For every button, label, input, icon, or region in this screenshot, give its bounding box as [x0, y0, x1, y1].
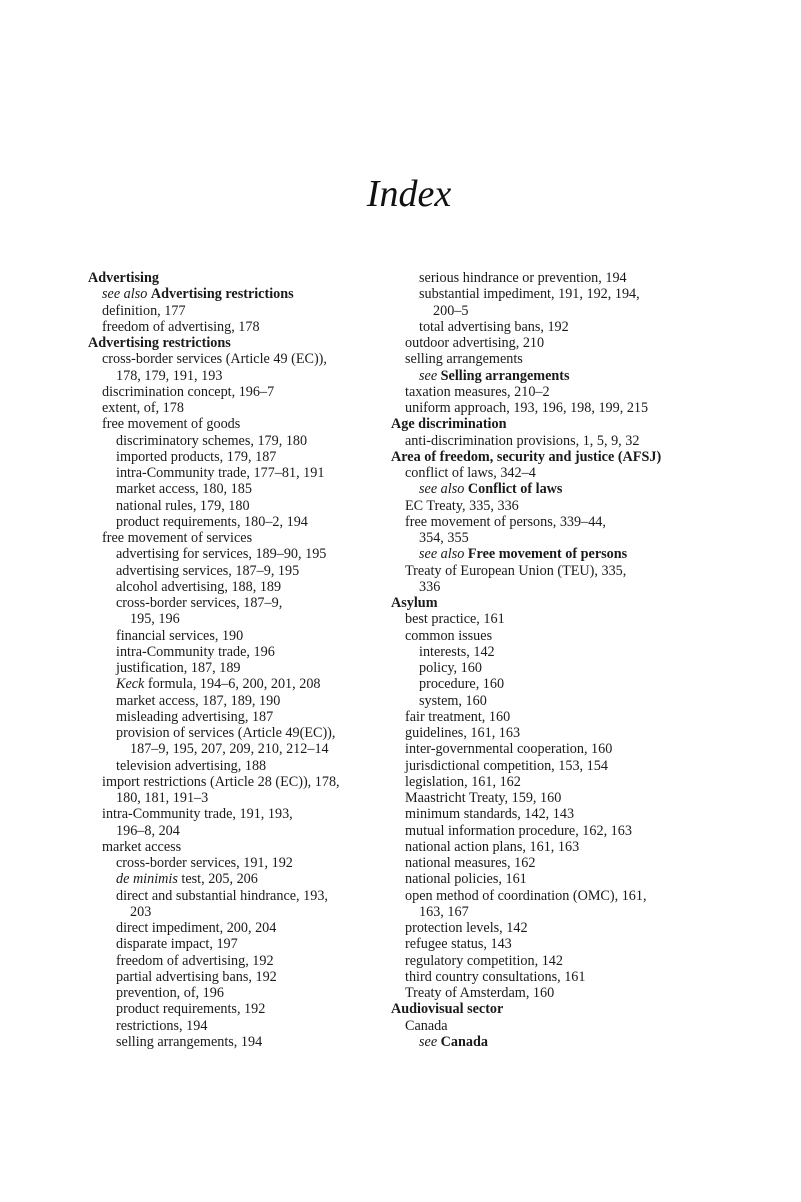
entry-text: policy, 160: [419, 660, 482, 676]
index-entry: [88, 741, 378, 757]
entry-text: direct and substantial hindrance, 193,: [116, 887, 328, 904]
entry-text: EC Treaty, 335, 336: [405, 497, 519, 514]
index-entry: [88, 676, 378, 692]
index-heading: [88, 270, 378, 286]
entry-text: Maastricht Treaty, 159, 160: [405, 790, 562, 806]
entry-text: protection levels, 142: [405, 920, 528, 936]
entry-italic-text: Keck: [116, 676, 145, 693]
entry-italic-text: see: [419, 367, 438, 384]
entry-text: 178, 179, 191, 193: [116, 367, 223, 384]
index-entry: [88, 546, 378, 562]
index-entry: [88, 1034, 378, 1050]
entry-text: alcohol advertising, 188, 189: [116, 578, 282, 595]
entry-text: open method of coordination (OMC), 161,: [405, 887, 647, 904]
entry-text: total advertising bans, 192: [419, 318, 569, 335]
entry-text: 200–5: [433, 302, 469, 319]
entry-text: selling arrangements, 194: [116, 1033, 263, 1050]
index-heading: [88, 335, 378, 351]
index-entry: [391, 579, 711, 595]
entry-text: television advertising, 188: [116, 757, 267, 774]
index-entry: [391, 546, 711, 562]
index-entry: [88, 319, 378, 335]
page-title: Index: [366, 173, 452, 215]
entry-text: discriminatory schemes, 179, 180: [116, 432, 308, 449]
index-entry: [391, 335, 711, 351]
index-entry: [391, 725, 711, 741]
entry-italic-text: see also: [102, 286, 148, 303]
index-entry: [391, 644, 711, 660]
index-entry: [391, 1018, 711, 1034]
index-entry: [88, 644, 378, 660]
entry-italic-text: de minimis: [116, 871, 178, 888]
index-entry: [88, 725, 378, 741]
index-entry: [391, 953, 711, 969]
entry-text: Canada: [405, 1017, 448, 1034]
index-entry: [88, 953, 378, 969]
index-entry: [88, 563, 378, 579]
entry-text: extent, of, 178: [102, 400, 184, 416]
entry-text: product requirements, 180–2, 194: [116, 513, 308, 530]
entry-bold-text: Age discrimination: [391, 416, 507, 433]
entry-text: taxation measures, 210–2: [405, 383, 550, 400]
entry-bold-text: Audiovisual sector: [391, 1001, 504, 1018]
entry-text: guidelines, 161, 163: [405, 725, 521, 741]
index-entry: [88, 611, 378, 627]
index-entry: [391, 985, 711, 1001]
index-entry: [391, 936, 711, 952]
entry-text: 196–8, 204: [116, 822, 180, 839]
entry-text: national action plans, 161, 163: [405, 838, 580, 855]
index-entry: [391, 368, 711, 384]
entry-text: third country consultations, 161: [405, 968, 586, 985]
entry-text: import restrictions (Article 28 (EC)), 178,: [102, 773, 340, 790]
entry-text: discrimination concept, 196–7: [102, 383, 275, 400]
entry-text: free movement of services: [102, 530, 253, 546]
index-heading: [391, 595, 711, 611]
entry-bold-text: Canada: [440, 1033, 488, 1050]
entry-text: selling arrangements: [405, 351, 523, 368]
entry-text: common issues: [405, 627, 493, 644]
entry-text: partial advertising bans, 192: [116, 968, 277, 985]
entry-bold-text: Advertising: [88, 270, 159, 286]
index-entry: [88, 481, 378, 497]
index-entry: [88, 969, 378, 985]
index-entry: [391, 741, 711, 757]
index-entry: [88, 693, 378, 709]
index-entry: [391, 319, 711, 335]
index-heading: [391, 416, 711, 432]
index-entry: [391, 693, 711, 709]
entry-text: test, 205, 206: [177, 871, 258, 888]
entry-text: 354, 355: [419, 530, 469, 546]
entry-text: 180, 181, 191–3: [116, 790, 209, 806]
entry-text: restrictions, 194: [116, 1017, 208, 1034]
entry-text: best practice, 161: [405, 611, 505, 628]
entry-text: market access, 187, 189, 190: [116, 692, 281, 709]
entry-text: system, 160: [419, 692, 487, 709]
index-entry: [88, 433, 378, 449]
index-entry: [391, 563, 711, 579]
index-entry: [88, 839, 378, 855]
entry-text: product requirements, 192: [116, 1001, 266, 1018]
index-entry: [88, 530, 378, 546]
entry-text: mutual information procedure, 162, 163: [405, 822, 632, 839]
index-entry: [391, 774, 711, 790]
index-entry: [391, 920, 711, 936]
entry-bold-text: Asylum: [391, 595, 438, 611]
entry-text: inter-governmental cooperation, 160: [405, 741, 613, 758]
index-entry: [88, 855, 378, 871]
entry-text: substantial impediment, 191, 192, 194,: [419, 286, 640, 303]
entry-text: cross-border services, 191, 192: [116, 855, 293, 871]
index-entry: [391, 709, 711, 725]
index-entry: [88, 400, 378, 416]
entry-text: jurisdictional competition, 153, 154: [405, 757, 608, 774]
entry-text: provision of services (Article 49(EC)),: [116, 725, 336, 741]
entry-text: market access, 180, 185: [116, 481, 252, 498]
index-entry: [88, 790, 378, 806]
entry-text: financial services, 190: [116, 627, 244, 644]
entry-text: advertising services, 187–9, 195: [116, 562, 300, 579]
index-entry: [391, 1034, 711, 1050]
entry-text: formula, 194–6, 200, 201, 208: [144, 676, 321, 693]
index-entry: [88, 823, 378, 839]
index-entry: [391, 465, 711, 481]
index-entry: [88, 595, 378, 611]
entry-text: 336: [419, 578, 441, 595]
index-entry: [88, 514, 378, 530]
entry-text: intra-Community trade, 191, 193,: [102, 806, 293, 823]
entry-italic-text: see also: [419, 481, 465, 498]
index-entry: [88, 936, 378, 952]
index-entry: [391, 871, 711, 887]
index-entry: [88, 579, 378, 595]
entry-text: Treaty of Amsterdam, 160: [405, 985, 555, 1001]
index-entry: [88, 303, 378, 319]
index-entry: [88, 871, 378, 887]
entry-text: 203: [130, 903, 152, 920]
index-entry: [391, 611, 711, 627]
index-entry: [88, 465, 378, 481]
entry-text: intra-Community trade, 177–81, 191: [116, 465, 325, 481]
entry-text: serious hindrance or prevention, 194: [419, 270, 627, 286]
entry-text: market access: [102, 838, 182, 855]
entry-text: definition, 177: [102, 302, 186, 319]
index-entry: [391, 514, 711, 530]
index-entry: [391, 351, 711, 367]
entry-italic-text: see also: [419, 546, 465, 563]
index-entry: [391, 286, 711, 302]
index-entry: [391, 384, 711, 400]
index-entry: [88, 888, 378, 904]
entry-bold-text: Advertising restrictions: [150, 286, 294, 303]
index-entry: [391, 758, 711, 774]
index-entry: [88, 1001, 378, 1017]
entry-bold-text: Area of freedom, security and justice (AFSJ): [391, 448, 662, 465]
entry-text: outdoor advertising, 210: [405, 335, 545, 351]
entry-text: conflict of laws, 342–4: [405, 465, 536, 481]
index-column-right: [391, 270, 711, 1050]
index-entry: [88, 904, 378, 920]
entry-text: minimum standards, 142, 143: [405, 806, 575, 823]
index-entry: [88, 368, 378, 384]
entry-text: justification, 187, 189: [116, 660, 241, 676]
index-entry: [391, 904, 711, 920]
index-entry: [391, 433, 711, 449]
index-entry: [391, 530, 711, 546]
entry-bold-text: Advertising restrictions: [88, 335, 231, 351]
index-heading: [391, 449, 711, 465]
entry-text: interests, 142: [419, 643, 495, 660]
entry-bold-text: Free movement of persons: [467, 546, 628, 563]
index-entry: [391, 660, 711, 676]
index-heading: [391, 1001, 711, 1017]
index-entry: [391, 823, 711, 839]
entry-text: uniform approach, 193, 196, 198, 199, 215: [405, 400, 649, 416]
index-entry: [88, 351, 378, 367]
index-entry: [88, 920, 378, 936]
entry-italic-text: see: [419, 1033, 438, 1050]
index-entry: [88, 774, 378, 790]
entry-text: direct impediment, 200, 204: [116, 920, 277, 936]
index-entry: [391, 400, 711, 416]
entry-text: prevention, of, 196: [116, 985, 224, 1001]
index-entry: [88, 416, 378, 432]
index-entry: [88, 660, 378, 676]
entry-text: anti-discrimination provisions, 1, 5, 9, 32: [405, 432, 640, 449]
index-entry: [391, 806, 711, 822]
entry-text: national rules, 179, 180: [116, 497, 250, 514]
index-entry: [88, 985, 378, 1001]
entry-text: 187–9, 195, 207, 209, 210, 212–14: [130, 741, 329, 758]
index-entry: [88, 1018, 378, 1034]
entry-text: refugee status, 143: [405, 936, 512, 953]
entry-text: national policies, 161: [405, 871, 527, 888]
index-entry: [88, 806, 378, 822]
entry-text: disparate impact, 197: [116, 936, 238, 953]
entry-text: misleading advertising, 187: [116, 708, 274, 725]
entry-text: legislation, 161, 162: [405, 773, 521, 790]
index-entry: [88, 758, 378, 774]
index-entry: [391, 628, 711, 644]
index-entry: [391, 676, 711, 692]
index-entry: [88, 628, 378, 644]
entry-text: fair treatment, 160: [405, 708, 511, 725]
entry-bold-text: Selling arrangements: [440, 367, 570, 384]
entry-text: freedom of advertising, 192: [116, 952, 274, 969]
index-entry: [88, 286, 378, 302]
entry-text: intra-Community trade, 196: [116, 643, 275, 660]
entry-text: regulatory competition, 142: [405, 952, 563, 969]
index-entry: [391, 481, 711, 497]
index-entry: [391, 790, 711, 806]
entry-text: free movement of persons, 339–44,: [405, 513, 606, 530]
entry-text: 163, 167: [419, 903, 469, 920]
entry-text: advertising for services, 189–90, 195: [116, 546, 327, 563]
entry-text: cross-border services, 187–9,: [116, 595, 283, 611]
entry-text: national measures, 162: [405, 855, 536, 871]
index-column-left: [88, 270, 378, 1050]
index-entry: [391, 855, 711, 871]
index-entry: [391, 839, 711, 855]
entry-text: 195, 196: [130, 611, 180, 628]
entry-text: freedom of advertising, 178: [102, 318, 260, 335]
index-entry: [88, 449, 378, 465]
entry-text: free movement of goods: [102, 416, 241, 433]
index-entry: [88, 709, 378, 725]
index-entry: [391, 270, 711, 286]
index-entry: [391, 303, 711, 319]
index-entry: [391, 888, 711, 904]
entry-text: cross-border services (Article 49 (EC)),: [102, 351, 327, 368]
index-entry: [391, 969, 711, 985]
entry-text: imported products, 179, 187: [116, 448, 277, 465]
entry-text: procedure, 160: [419, 676, 505, 693]
index-entry: [88, 498, 378, 514]
entry-bold-text: Conflict of laws: [467, 481, 563, 498]
entry-text: Treaty of European Union (TEU), 335,: [405, 562, 627, 579]
index-entry: [391, 498, 711, 514]
index-entry: [88, 384, 378, 400]
